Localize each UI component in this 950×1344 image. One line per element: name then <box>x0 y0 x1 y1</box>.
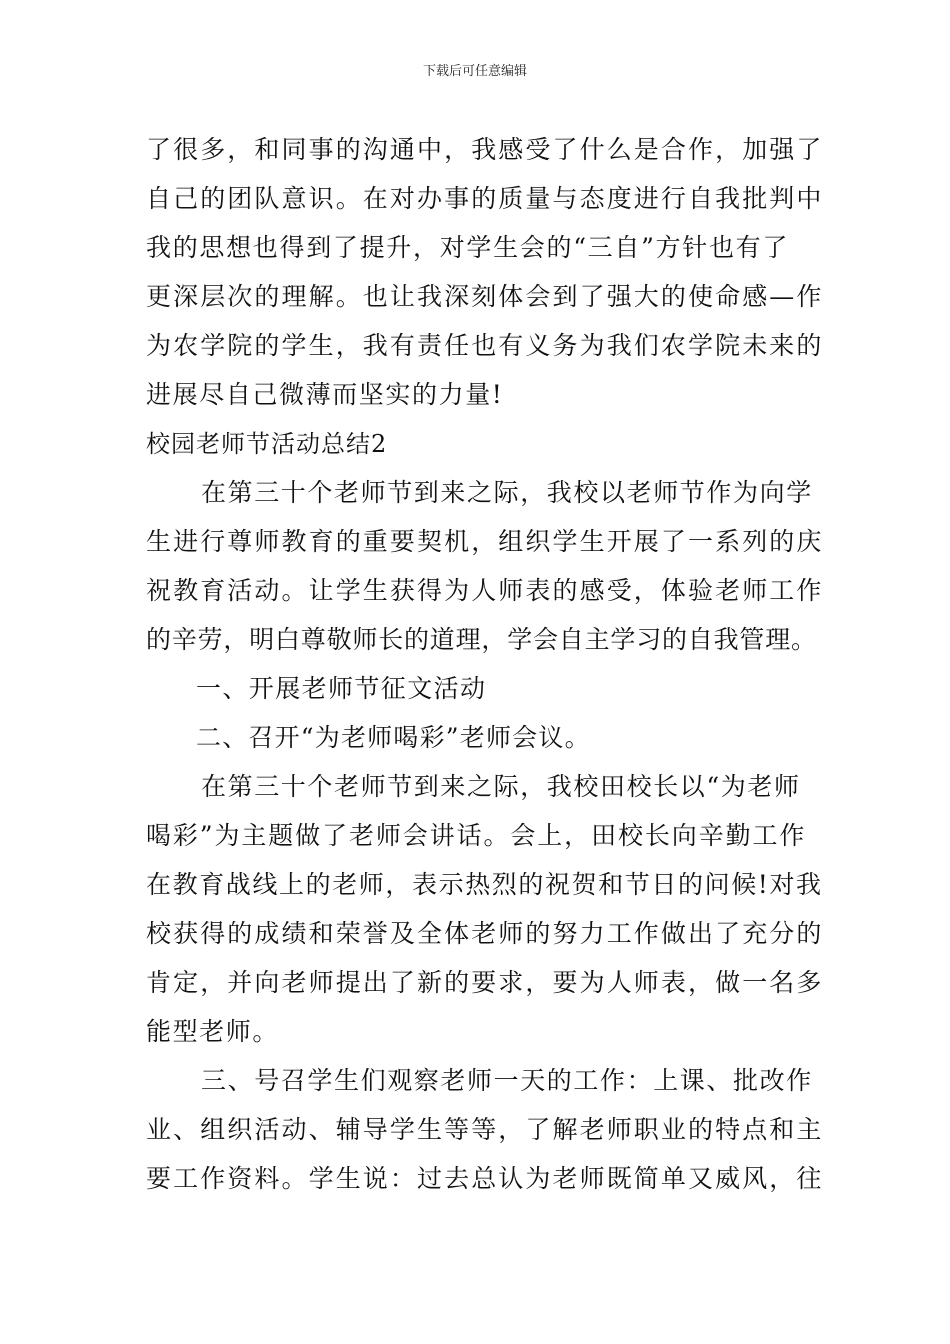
body-line: 喝彩”为主题做了老师会讲话。会上，田校长向辛勤工作 <box>146 821 807 850</box>
body-line: 进展尽自己微薄而坚实的力量! <box>146 380 504 409</box>
body-line: 能型老师。 <box>146 1017 280 1046</box>
body-line: 自己的团队意识。在对办事的质量与态度进行自我批判中 <box>146 184 824 213</box>
list-item: 一、开展老师节征文活动 <box>196 674 487 703</box>
body-line: 业、组织活动、辅导学生等等，了解老师职业的特点和主 <box>146 1115 824 1144</box>
page-header: 下载后可任意编辑 <box>422 64 527 79</box>
body-line: 我的思想也得到了提升，对学生会的“三自”方针也有了 <box>146 233 790 262</box>
body-line: 三、号召学生们观察老师一天的工作：上课、批改作 <box>201 1066 813 1095</box>
body-line: 在教育战线上的老师，表示热烈的祝贺和节日的问候!对我 <box>146 870 823 899</box>
list-item: 二、召开“为老师喝彩”老师会议。 <box>196 723 591 752</box>
body-line: 要工作资料。学生说：过去总认为老师既简单又威风，往 <box>146 1164 824 1193</box>
body-line: 更深层次的理解。也让我深刻体会到了强大的使命感—作 <box>146 282 824 311</box>
body-line: 生进行尊师教育的重要契机，组织学生开展了一系列的庆 <box>146 527 824 556</box>
body-line: 在第三十个老师节到来之际，我校田校长以“为老师 <box>201 772 801 801</box>
body-line: 了很多，和同事的沟通中，我感受了什么是合作，加强了 <box>146 135 824 164</box>
body-line: 祝教育活动。让学生获得为人师表的感受，体验老师工作 <box>146 576 824 605</box>
body-line: 为农学院的学生，我有责任也有义务为我们农学院未来的 <box>146 331 824 360</box>
body-line: 校获得的成绩和荣誉及全体老师的努力工作做出了充分的 <box>146 919 824 948</box>
body-line: 肯定，并向老师提出了新的要求，要为人师表，做一名多 <box>146 968 824 997</box>
body-line: 在第三十个老师节到来之际，我校以老师节作为向学 <box>201 478 813 507</box>
body-line: 的辛劳，明白尊敬师长的道理，学会自主学习的自我管理。 <box>146 625 817 654</box>
section-title: 校园老师节活动总结2 <box>146 430 388 458</box>
